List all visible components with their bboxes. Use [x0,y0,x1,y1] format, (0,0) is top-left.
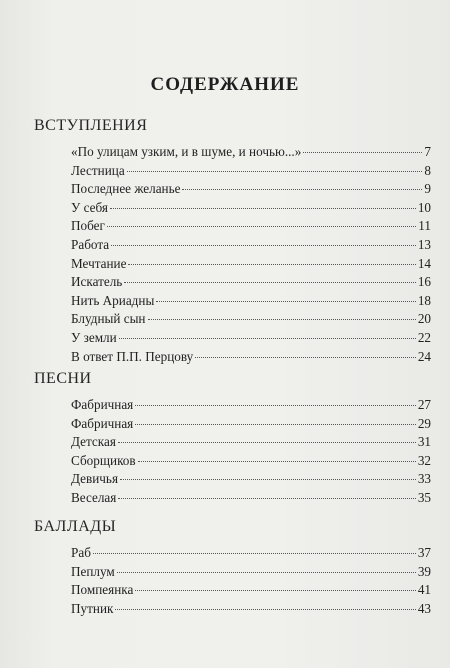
toc-entry [71,490,431,508]
page-number: 41 [417,582,431,598]
entry-title: Фабричная [71,415,134,431]
entry-title: Побег [71,218,105,234]
toc-entry [71,330,431,348]
page-number: 32 [417,452,431,468]
dot-leader [93,553,416,554]
dot-leader [303,152,422,153]
page-number: 35 [417,490,431,505]
dot-leader [119,338,416,339]
entry-title: Лестница [71,162,125,178]
entry-title: «По улицам узким, и в шуме, и ночью...» [71,144,302,159]
dot-leader [117,572,416,573]
entry-title: Работа [71,237,110,252]
entry-title: Последнее желанье [71,181,181,197]
entry-title: Веселая [71,490,117,505]
entry-title: Помпеянка [71,582,134,598]
toc-entry [71,601,431,619]
dot-leader [115,609,415,610]
entry-title: У земли [71,330,117,345]
page-number: 31 [417,434,431,450]
dot-leader [118,498,415,499]
entry-title: Нить Ариадны [71,292,155,308]
entry-title: Блудный сын [71,311,146,327]
entry-title: Фабричная [71,397,134,412]
entry-title: Мечтание [71,255,127,271]
page-number: 22 [417,330,431,345]
entry-title: Путник [71,600,114,616]
page-number: 33 [417,471,431,487]
toc-entry [71,311,431,329]
page-number: 14 [417,255,431,271]
page-number: 24 [417,348,431,364]
dot-leader [135,405,416,406]
page-number: 27 [417,397,431,412]
toc-entry [71,545,431,563]
dot-leader [111,245,416,246]
page-number: 43 [417,600,431,616]
page-number: 20 [417,311,431,327]
section-heading: БАЛЛАДЫ [34,518,117,535]
dot-leader [135,424,416,425]
page-number: 10 [417,199,431,215]
page-number: 9 [424,181,431,197]
toc-entry [71,397,431,415]
dot-leader [107,226,416,227]
dot-leader [182,189,422,190]
dot-leader [195,357,416,358]
toc-entry [71,144,431,162]
entry-title: Девичья [71,471,119,487]
toc-entry [71,434,431,452]
entry-title: Искатель [71,274,123,290]
page-number: 8 [424,162,431,178]
toc-entry [71,274,431,292]
section-heading: ПЕСНИ [34,370,92,387]
dot-leader [124,282,416,283]
entry-title: Детская [71,434,116,450]
dot-leader [110,208,416,209]
entry-title: У себя [71,199,108,215]
toc-entry [71,293,431,311]
page-number: 7 [424,144,431,159]
toc-entry [71,200,431,218]
toc-entry [71,564,431,582]
dot-leader [138,461,416,462]
toc-entry [71,349,431,367]
toc-entry [71,218,431,236]
entry-title: Сборщиков [71,452,136,468]
dot-leader [128,264,415,265]
page-number: 16 [417,274,431,290]
dot-leader [135,590,416,591]
page-number: 11 [418,218,431,234]
entry-title: Раб [71,545,91,560]
toc-entry [71,416,431,434]
page-number: 39 [417,563,431,579]
toc-entry [71,453,431,471]
toc-entry [71,181,431,199]
entry-title: Пеплум [71,563,115,579]
page-number: 18 [417,292,431,308]
toc-entry [71,471,431,489]
toc-entry [71,256,431,274]
toc-entry [71,237,431,255]
toc-entry [71,163,431,181]
toc-entry [71,582,431,600]
page-number: 29 [417,415,431,431]
dot-leader [118,442,416,443]
page-number: 37 [417,545,431,560]
dot-leader [127,171,423,172]
dot-leader [148,319,416,320]
section-heading: ВСТУПЛЕНИЯ [34,117,148,134]
page-title: СОДЕРЖАНИЕ [150,74,300,95]
dot-leader [120,479,416,480]
page-number: 13 [417,237,431,252]
entry-title: В ответ П.П. Перцову [71,348,194,364]
dot-leader [156,301,416,302]
